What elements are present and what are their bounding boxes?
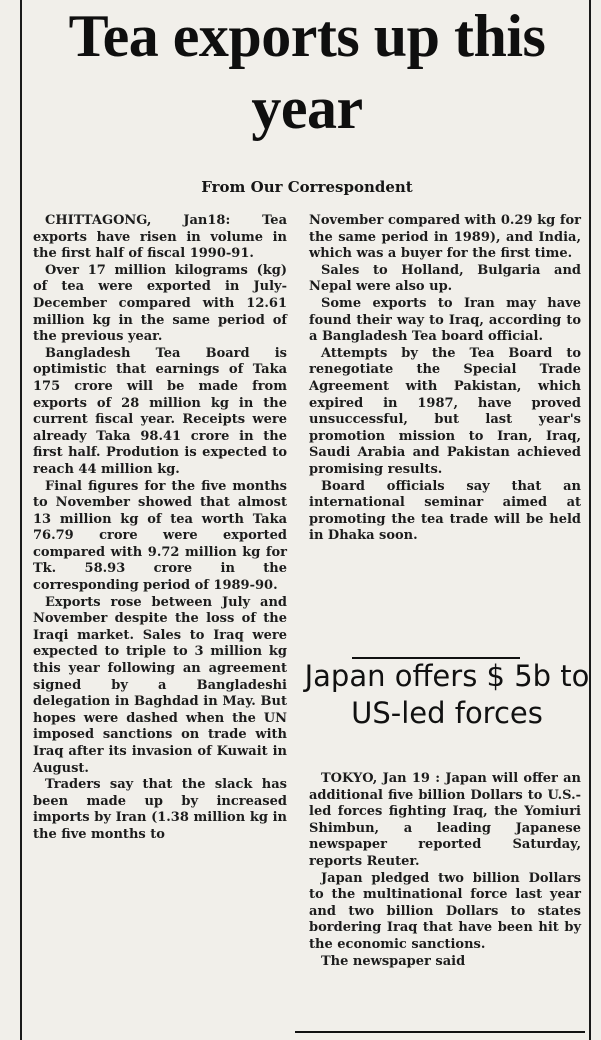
second-article-headline: Japan offers $ 5b to US-led forces: [304, 659, 590, 730]
paragraph: Sales to Holland, Bulgaria and Nepal were also up.: [309, 262, 581, 295]
paragraph: CHITTAGONG, Jan18: Tea exports have risen in volume in the first half of fiscal 1990-91.: [33, 213, 287, 262]
paragraph: Attempts by the Tea Board to renegotiate the Special Trade Agreement with Pakistan, which expired in 1987, have proved unsuccessful, but last year's promotion mission to Iran, Iraq, Saudi Arabia and Pakistan achieved promising results.: [309, 345, 581, 477]
paragraph-text: Japan will offer an additional five billion Dollars to U.S.-led forces fighting Iraq, the Yomiuri Shimbun, a leading Japanese newspaper reported Saturday, reports Reuter.: [309, 771, 582, 869]
left-column-rule: [20, 0, 22, 1040]
paragraph: The newspaper said: [321, 953, 466, 969]
paragraph: Japan pledged two billion Dollars to the multinational force last year and two billion Dollars to states bordering Iraq that have been hit by the economic sanctions.: [309, 870, 581, 952]
paragraph: Exports rose between July and November despite the loss of the Iraqi market. Sales to Iraq were expected to triple to 3 million kg this year following an agreement signed by a Bangladeshi delegation in Baghdad in May. But hopes were dashed when the UN imposed sanctions on trade with Iraq after its invasion of Kuwait in August.: [33, 594, 287, 776]
paragraph: [309, 771, 581, 871]
second-article-body: [309, 771, 581, 970]
dateline: TOKYO, Jan 19 :: [321, 771, 441, 786]
paragraph: November compared with 0.29 kg for the same period in 1989), and India, which was a buyer for the first time.: [309, 213, 581, 262]
byline: From Our Correspondent: [201, 178, 413, 196]
right-column-rule: [589, 0, 591, 1040]
bottom-rule: [295, 1031, 585, 1033]
paragraph: Traders say that the slack has been made up by increased imports by Iran (1.38 million kg in the five months to: [33, 777, 287, 842]
paragraph: Bangladesh Tea Board is optimistic that earnings of Taka 175 crore will be made from exports of 28 million kg in the current fiscal year. Receipts were already Taka 98.41 crore in the first half. Prodution is expected to reach 44 million kg.: [33, 345, 287, 477]
left-column: [33, 213, 287, 844]
headline: Tea exports up this year: [68, 3, 546, 141]
paragraph: Some exports to Iran may have found their way to Iraq, according to a Bangladesh Tea board official.: [309, 295, 581, 345]
paragraph: Board officials say that an international seminar aimed at promoting the tea trade will be held in Dhaka soon.: [309, 478, 581, 544]
paragraph: Final figures for the five months to November showed that almost 13 million kg of tea worth Taka 76.79 crore were exported compared with 9.72 million kg for Tk. 58.93 crore in the corresponding period of 1989-90.: [33, 478, 287, 594]
right-column: [309, 213, 581, 545]
paragraph: Over 17 million kilograms (kg) of tea were exported in July-December compared with 12.61 million kg in the same period of the previous year.: [33, 262, 287, 345]
